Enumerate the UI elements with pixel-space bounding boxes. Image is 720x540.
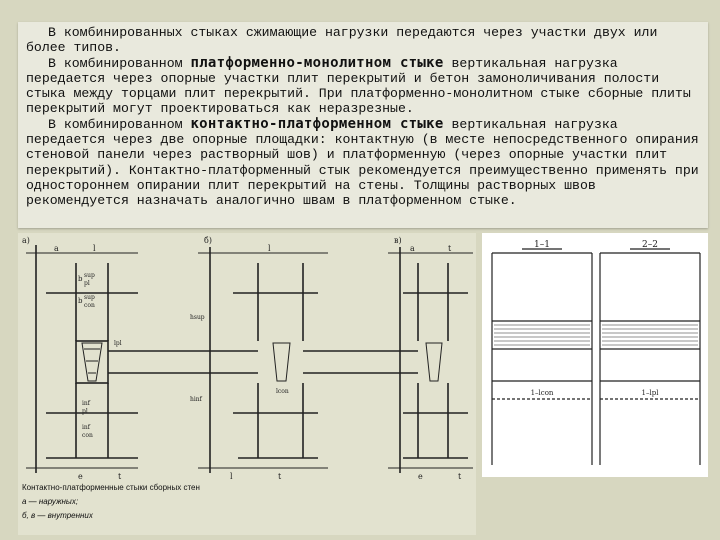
caption-line-bv: б, в — внутренних	[22, 511, 93, 520]
dim-label: t	[458, 472, 462, 481]
section-label-2-2: 2–2	[642, 240, 658, 250]
dim-label: e	[78, 472, 83, 481]
dim-label: a	[410, 244, 415, 253]
dim-label: t	[278, 472, 282, 481]
paragraph-3	[18, 117, 708, 209]
paragraph-2	[18, 56, 708, 117]
annotation: con	[84, 302, 95, 309]
panel-label-b: б)	[204, 236, 212, 245]
annotation: pl	[84, 280, 90, 287]
paragraph-1	[18, 22, 708, 56]
dim-label: t	[118, 472, 122, 481]
caption-line-a: а — наружных;	[22, 497, 79, 506]
annotation: hsup	[190, 314, 205, 321]
dim-label: a	[54, 244, 59, 253]
paragraph-3-start: В комбинированном	[48, 116, 191, 132]
dim-label: l	[93, 244, 96, 253]
paragraph-1-text: В комбинированных стыках сжимающие нагрузки передаются через участки двух или более типов.	[26, 25, 658, 56]
annotation: sup	[84, 294, 95, 301]
panel-label-a: а)	[22, 236, 30, 245]
annotation: lcon	[276, 388, 289, 395]
annotation: b	[78, 275, 83, 283]
annotation: hinf	[190, 396, 202, 403]
section-drawing-svg	[482, 233, 708, 477]
panel-label-c: в)	[394, 236, 402, 245]
dim-label: l	[230, 472, 233, 481]
annotation: b	[78, 297, 83, 305]
section-drawing	[482, 233, 708, 477]
paragraph-2-rest: вертикальная нагрузка передается через опорные участки плит перекрытий и бетон замоноличивания полости стыка между торцами плит перекрытий. При платформенно-монолитном стыке сборные плиты перекрытий могут проектироваться как неразрезные.	[26, 55, 691, 117]
annotation: con	[82, 432, 93, 439]
figure-caption	[22, 481, 200, 523]
section-label-1-1: 1–1	[534, 240, 550, 250]
annotation: lpl	[114, 340, 122, 347]
dim-label: t	[448, 244, 452, 253]
section-dim-right: 1–lpl	[641, 389, 659, 397]
paragraph-3-rest: вертикальная нагрузка передается через две опорные площадки: контактную (в месте непосредственного опирания стеновой панели через растворный шов) и платформенную (через опорные участки плит перекрытий). Контактно-платформенный стык рекомендуется преимущественно применять при одностороннем опирании плит перекрытий на стены. Толщины растворных швов рекомендуется назначать аналогично швам в платформенном стыке.	[26, 116, 699, 209]
dim-label: e	[418, 472, 423, 481]
caption-title: Контактно-платформенные стыки сборных стен	[22, 483, 200, 492]
annotation: sup	[84, 272, 95, 279]
annotation: pl	[82, 408, 88, 415]
joint-drawing	[18, 233, 476, 535]
term-contact-platform: контактно-платформенном стыке	[190, 115, 444, 132]
annotation: inf	[82, 424, 91, 431]
section-dim-left: 1–lcon	[530, 389, 554, 397]
dim-label: l	[268, 244, 271, 253]
term-platform-monolithic: платформенно-монолитном стыке	[190, 54, 444, 71]
text-block	[18, 22, 708, 228]
annotation: inf	[82, 400, 91, 407]
paragraph-2-start: В комбинированном	[48, 55, 191, 71]
